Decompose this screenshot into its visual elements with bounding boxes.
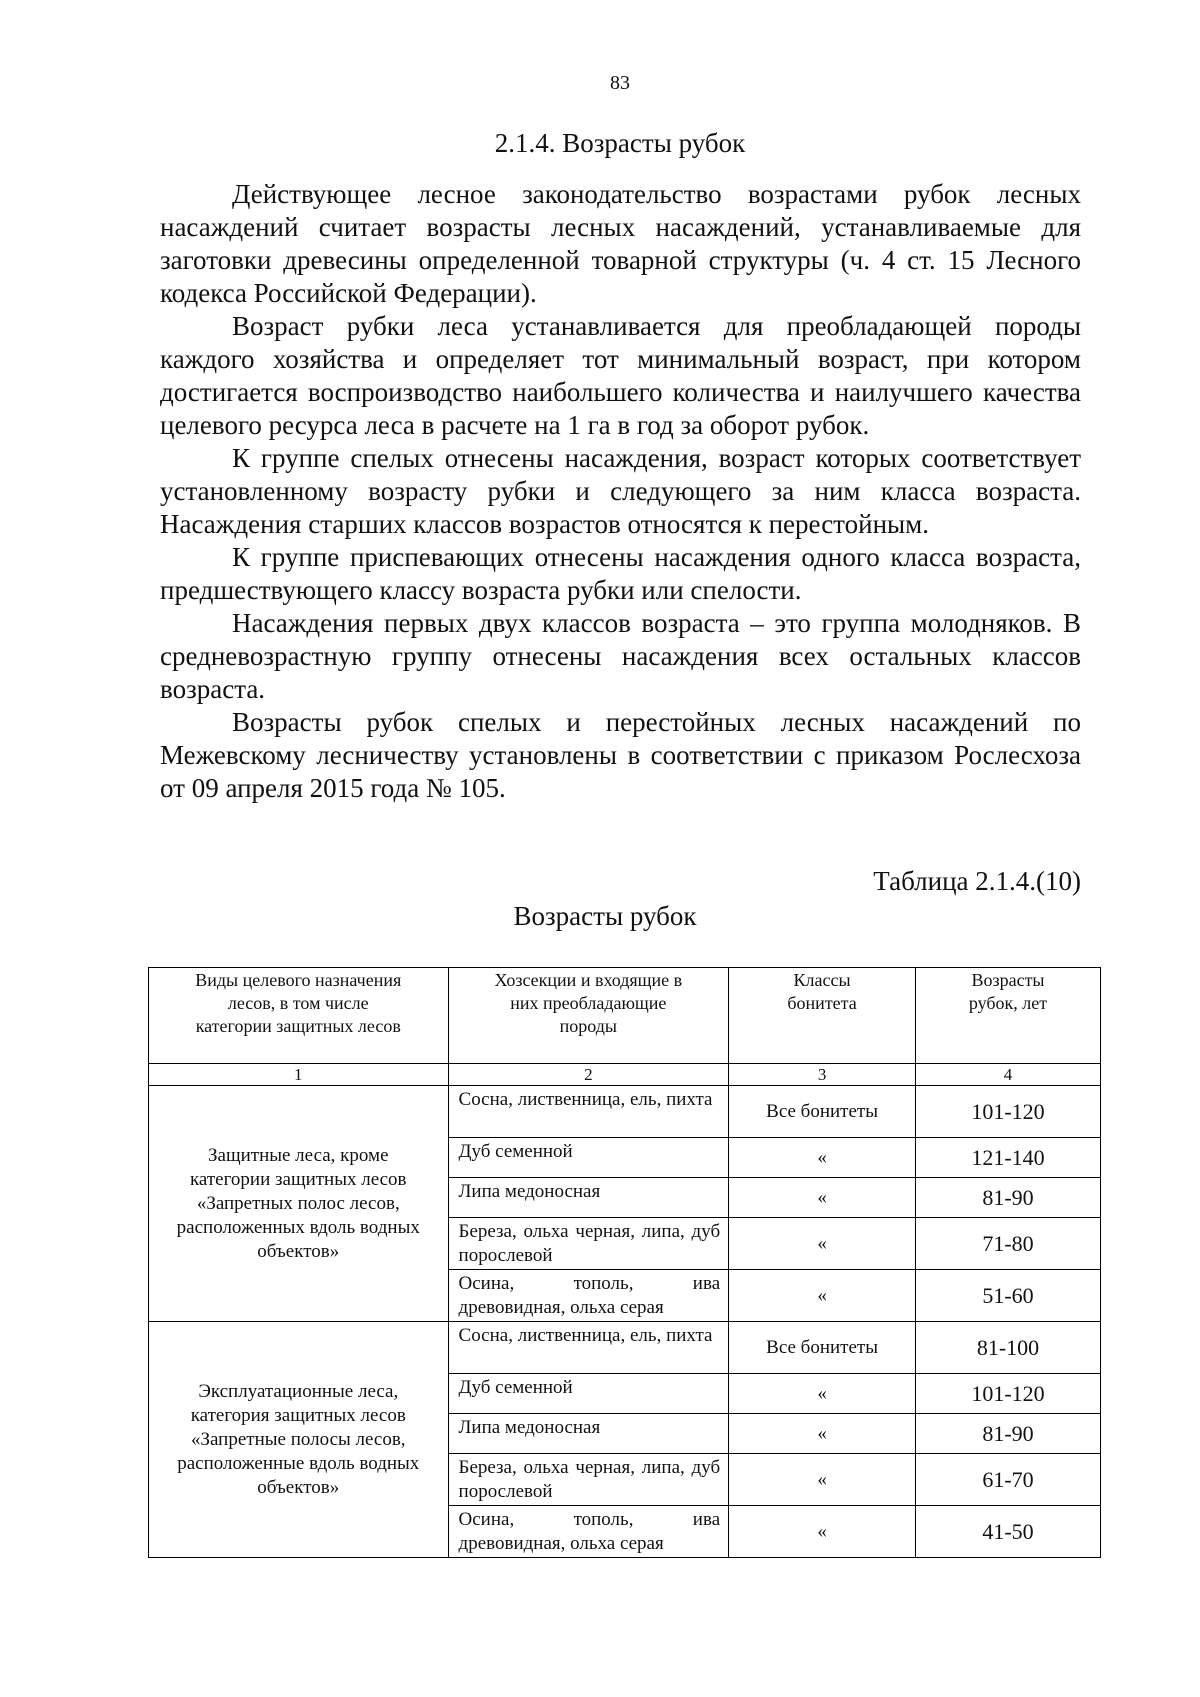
column-number-cell: 3 <box>729 1064 916 1086</box>
table-header-cell: Хозсекции и входящие в них преобладающие породы <box>448 968 729 1064</box>
column-number-row <box>149 1064 1101 1086</box>
species-cell: Липа медоносная <box>448 1414 729 1454</box>
column-number-cell: 1 <box>149 1064 449 1086</box>
table-title: Возрасты рубок <box>513 901 697 931</box>
table-header-cell: Возрасты рубок, лет <box>916 968 1101 1064</box>
species-cell: Береза, ольха черная, липа, дуб порослевой <box>448 1454 729 1506</box>
cutting-age-cell: 51-60 <box>916 1270 1101 1322</box>
quality-class-cell: Все бонитеты <box>729 1086 916 1138</box>
species-cell: Береза, ольха черная, липа, дуб порослевой <box>448 1218 729 1270</box>
species-cell: Сосна, лиственница, ель, пихта <box>448 1322 729 1374</box>
quality-class-cell: Все бонитеты <box>729 1322 916 1374</box>
quality-class-cell: « <box>729 1374 916 1414</box>
cutting-age-cell: 71-80 <box>916 1218 1101 1270</box>
section-title: 2.1.4. Возрасты рубок <box>494 128 746 158</box>
quality-class-cell: « <box>729 1414 916 1454</box>
column-number-cell: 4 <box>916 1064 1101 1086</box>
table-row <box>149 1322 1101 1374</box>
forest-purpose-group-cell: Эксплуатационные леса, категория защитных лесов «Запретные полосы лесов, расположенные вдоль водных объектов» <box>149 1322 449 1558</box>
table-row <box>149 1086 1101 1138</box>
cutting-age-cell: 41-50 <box>916 1506 1101 1558</box>
cutting-age-cell: 121-140 <box>916 1138 1101 1178</box>
body-text <box>160 178 1081 805</box>
species-cell: Дуб семенной <box>448 1138 729 1178</box>
paragraph: К группе приспевающих отнесены насаждения одного класса возраста, предшествующего классу возраста рубки или спелости. <box>160 542 1081 605</box>
paragraph: Действующее лесное законодательство возрастами рубок лесных насаждений считает возрасты лесных насаждений, устанавливаемые для заготовки древесины определенной товарной структуры (ч. 4 ст. 15 Лесного кодекса Российской Федерации). <box>160 179 1081 308</box>
cutting-age-cell: 101-120 <box>916 1086 1101 1138</box>
table-header-cell: Виды целевого назначения лесов, в том числе категории защитных лесов <box>149 968 449 1064</box>
paragraph: Возрасты рубок спелых и перестойных лесных насаждений по Межевскому лесничеству установлены в соответствии с приказом Рослесхоза от 09 апреля 2015 года № 105. <box>160 707 1081 803</box>
cutting-age-cell: 61-70 <box>916 1454 1101 1506</box>
species-cell: Осина, тополь, ива древовидная, ольха серая <box>448 1506 729 1558</box>
species-cell: Сосна, лиственница, ель, пихта <box>448 1086 729 1138</box>
cutting-age-cell: 81-100 <box>916 1322 1101 1374</box>
quality-class-cell: « <box>729 1506 916 1558</box>
paragraph: К группе спелых отнесены насаждения, возраст которых соответствует установленному возрасту рубки и следующего за ним класса возраста. Насаждения старших классов возрастов относятся к перестойным. <box>160 443 1081 539</box>
column-number-cell: 2 <box>448 1064 729 1086</box>
cutting-age-cell: 81-90 <box>916 1414 1101 1454</box>
cutting-ages-table <box>148 967 1101 1558</box>
quality-class-cell: « <box>729 1178 916 1218</box>
species-cell: Липа медоносная <box>448 1178 729 1218</box>
table-header-cell: Классы бонитета <box>729 968 916 1064</box>
quality-class-cell: « <box>729 1218 916 1270</box>
table-header-row <box>149 968 1101 1064</box>
cutting-age-cell: 81-90 <box>916 1178 1101 1218</box>
page-number: 83 <box>610 72 630 94</box>
table-label: Таблица 2.1.4.(10) <box>873 866 1081 896</box>
species-cell: Осина, тополь, ива древовидная, ольха серая <box>448 1270 729 1322</box>
forest-purpose-group-cell: Защитные леса, кроме категории защитных лесов «Запретных полос лесов, расположенных вдоль водных объектов» <box>149 1086 449 1322</box>
paragraph: Возраст рубки леса устанавливается для преобладающей породы каждого хозяйства и определяет тот минимальный возраст, при котором достигается воспроизводство наибольшего количества и наилучшего качества целевого ресурса леса в расчете на 1 га в год за оборот рубок. <box>160 311 1081 440</box>
cutting-age-cell: 101-120 <box>916 1374 1101 1414</box>
species-cell: Дуб семенной <box>448 1374 729 1414</box>
quality-class-cell: « <box>729 1270 916 1322</box>
quality-class-cell: « <box>729 1138 916 1178</box>
paragraph: Насаждения первых двух классов возраста – это группа молодняков. В средневозрастную группу отнесены насаждения всех остальных классов возраста. <box>160 608 1081 704</box>
quality-class-cell: « <box>729 1454 916 1506</box>
